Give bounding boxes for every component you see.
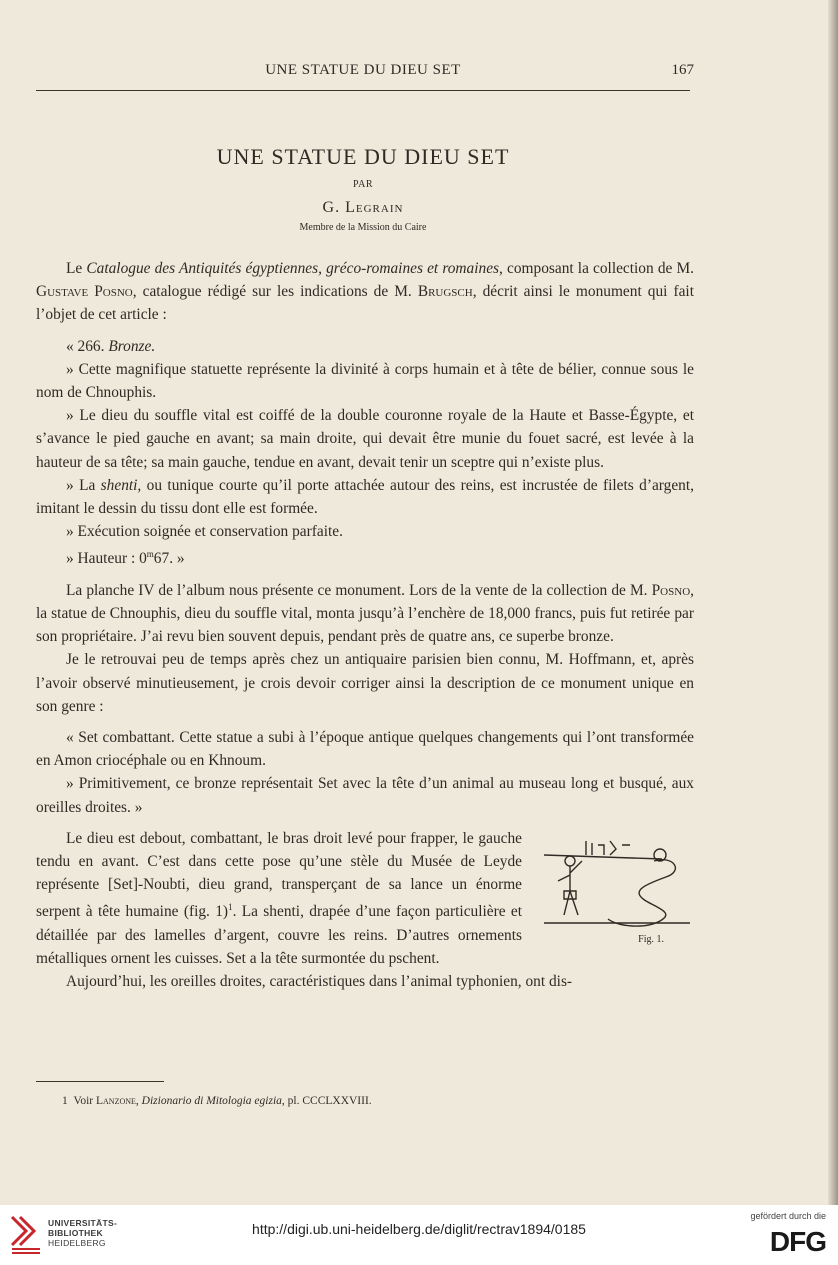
paragraph-6: » Exécution soignée et conservation parfaite. [66, 523, 343, 541]
article-body [36, 257, 694, 993]
header-rule [36, 90, 690, 91]
source-url[interactable]: http://digi.ub.uni-heidelberg.de/diglit/rectrav1894/0185 [252, 1221, 586, 1237]
author-name: G. Legrain [322, 199, 404, 216]
paragraph-11: » Primitivement, ce bronze représentait Set avec la tête d’un animal au museau long et busqué, aux oreilles droites. » [36, 775, 694, 816]
paragraph-4: » Le dieu du souffle vital est coiffé de la double couronne royale de la Haute et Basse-Égypte, et s’avance le pied gauche en avant; sa main droite, qui devait être munie du fouet sacré, est levée à la hauteur de sa tête; sa main gauche, tendue en avant, devait tenir un sceptre qui n’existe plus. [36, 407, 694, 471]
paragraph-12: Fig. 1. Le dieu est debout, combattant, le bras droit levé pour frapper, le gauche tendu en avant. C’est dans cette pose qu’une stèle du Musée de Leyde représente [Set]-Noubti, dieu grand, transperçant de sa lance un énorme serpent à tête humaine (fig. 1)$^1$. La shenti, drapée d’une façon particulière et détaillée par des lamelles d’argent, couvre les reins. D’autres ornements métalliques ornent les cuisses. Set a la tête surmontée du pschent. [36, 827, 694, 970]
figure-caption: Fig. 1. [638, 933, 664, 945]
dfg-funding-label: gefördert durch die [750, 1211, 826, 1221]
paragraph-7: » Hauteur : 0$^m$67. » [66, 549, 185, 568]
set-spearing-serpent-illustration [534, 831, 694, 936]
article-title: UNE STATUE DU DIEU SET [216, 144, 510, 169]
running-title: UNE STATUE DU DIEU SET [265, 62, 461, 78]
paragraph-8: La planche IV de l’album nous présente ce monument. Lors de la vente de la collection de M. Posno, la statue de Chnouphis, dieu du souffle vital, monta jusqu’à l’enchère de 18,000 francs, puis fut retirée par son propriétaire. J’ai revu bien souvent depuis, pendant près de quatre ans, ce superbe bronze. [36, 581, 694, 646]
paragraph-13: Aujourd’hui, les oreilles droites, caractéristiques dans l’animal typhonien, ont dis- [66, 973, 573, 991]
paragraph-3: » Cette magnifique statuette représente la divinité à corps humain et à tête de bélier, connue sous le nom de Chnouphis. [36, 360, 694, 402]
page-edge-shadow [828, 0, 838, 1205]
paragraph-2: « 266. Bronze. [66, 337, 156, 355]
page-number: 167 [671, 62, 694, 78]
paragraph-1: Le Catalogue des Antiquités égyptiennes, gréco-romaines et romaines, composant la collection de M. Gustave Posno, catalogue rédigé sur les indications de M. Brugsch, décrit ainsi le monument qui fait l’objet de cet article : [36, 260, 694, 324]
dfg-logo: DFG [769, 1226, 826, 1257]
par-label: PAR [352, 179, 374, 190]
paragraph-10: « Set combattant. Cette statue a subi à l’époque antique quelques changements qui l’ont transformée en Amon criocéphale ou en Khnoum. [36, 728, 694, 770]
paragraph-5: » La shenti, ou tunique courte qu’il porte attachée autour des reins, est incrustée de filets d’argent, imitant le dessin du tissu dont elle est formée. [36, 476, 694, 518]
figure-1 [534, 831, 694, 951]
footnote-marker: 1 [228, 902, 233, 913]
footnote-rule [36, 1081, 164, 1082]
university-library-name: UNIVERSITÄTS- BIBLIOTHEK HEIDELBERG [48, 1218, 118, 1248]
author-affiliation: Membre de la Mission du Caire [299, 222, 427, 233]
footnote: 1 Voir Lanzone, Dizionario di Mitologia egizia, pl. CCCLXXVIII. [62, 1095, 372, 1107]
viewer-footer [0, 1205, 838, 1265]
paragraph-9: Je le retrouvai peu de temps après chez un antiquaire parisien bien connu, M. Hoffmann, et, après l’avoir observé minutieusement, je crois devoir corriger ainsi la description de ce monument unique en son genre : [36, 651, 694, 715]
